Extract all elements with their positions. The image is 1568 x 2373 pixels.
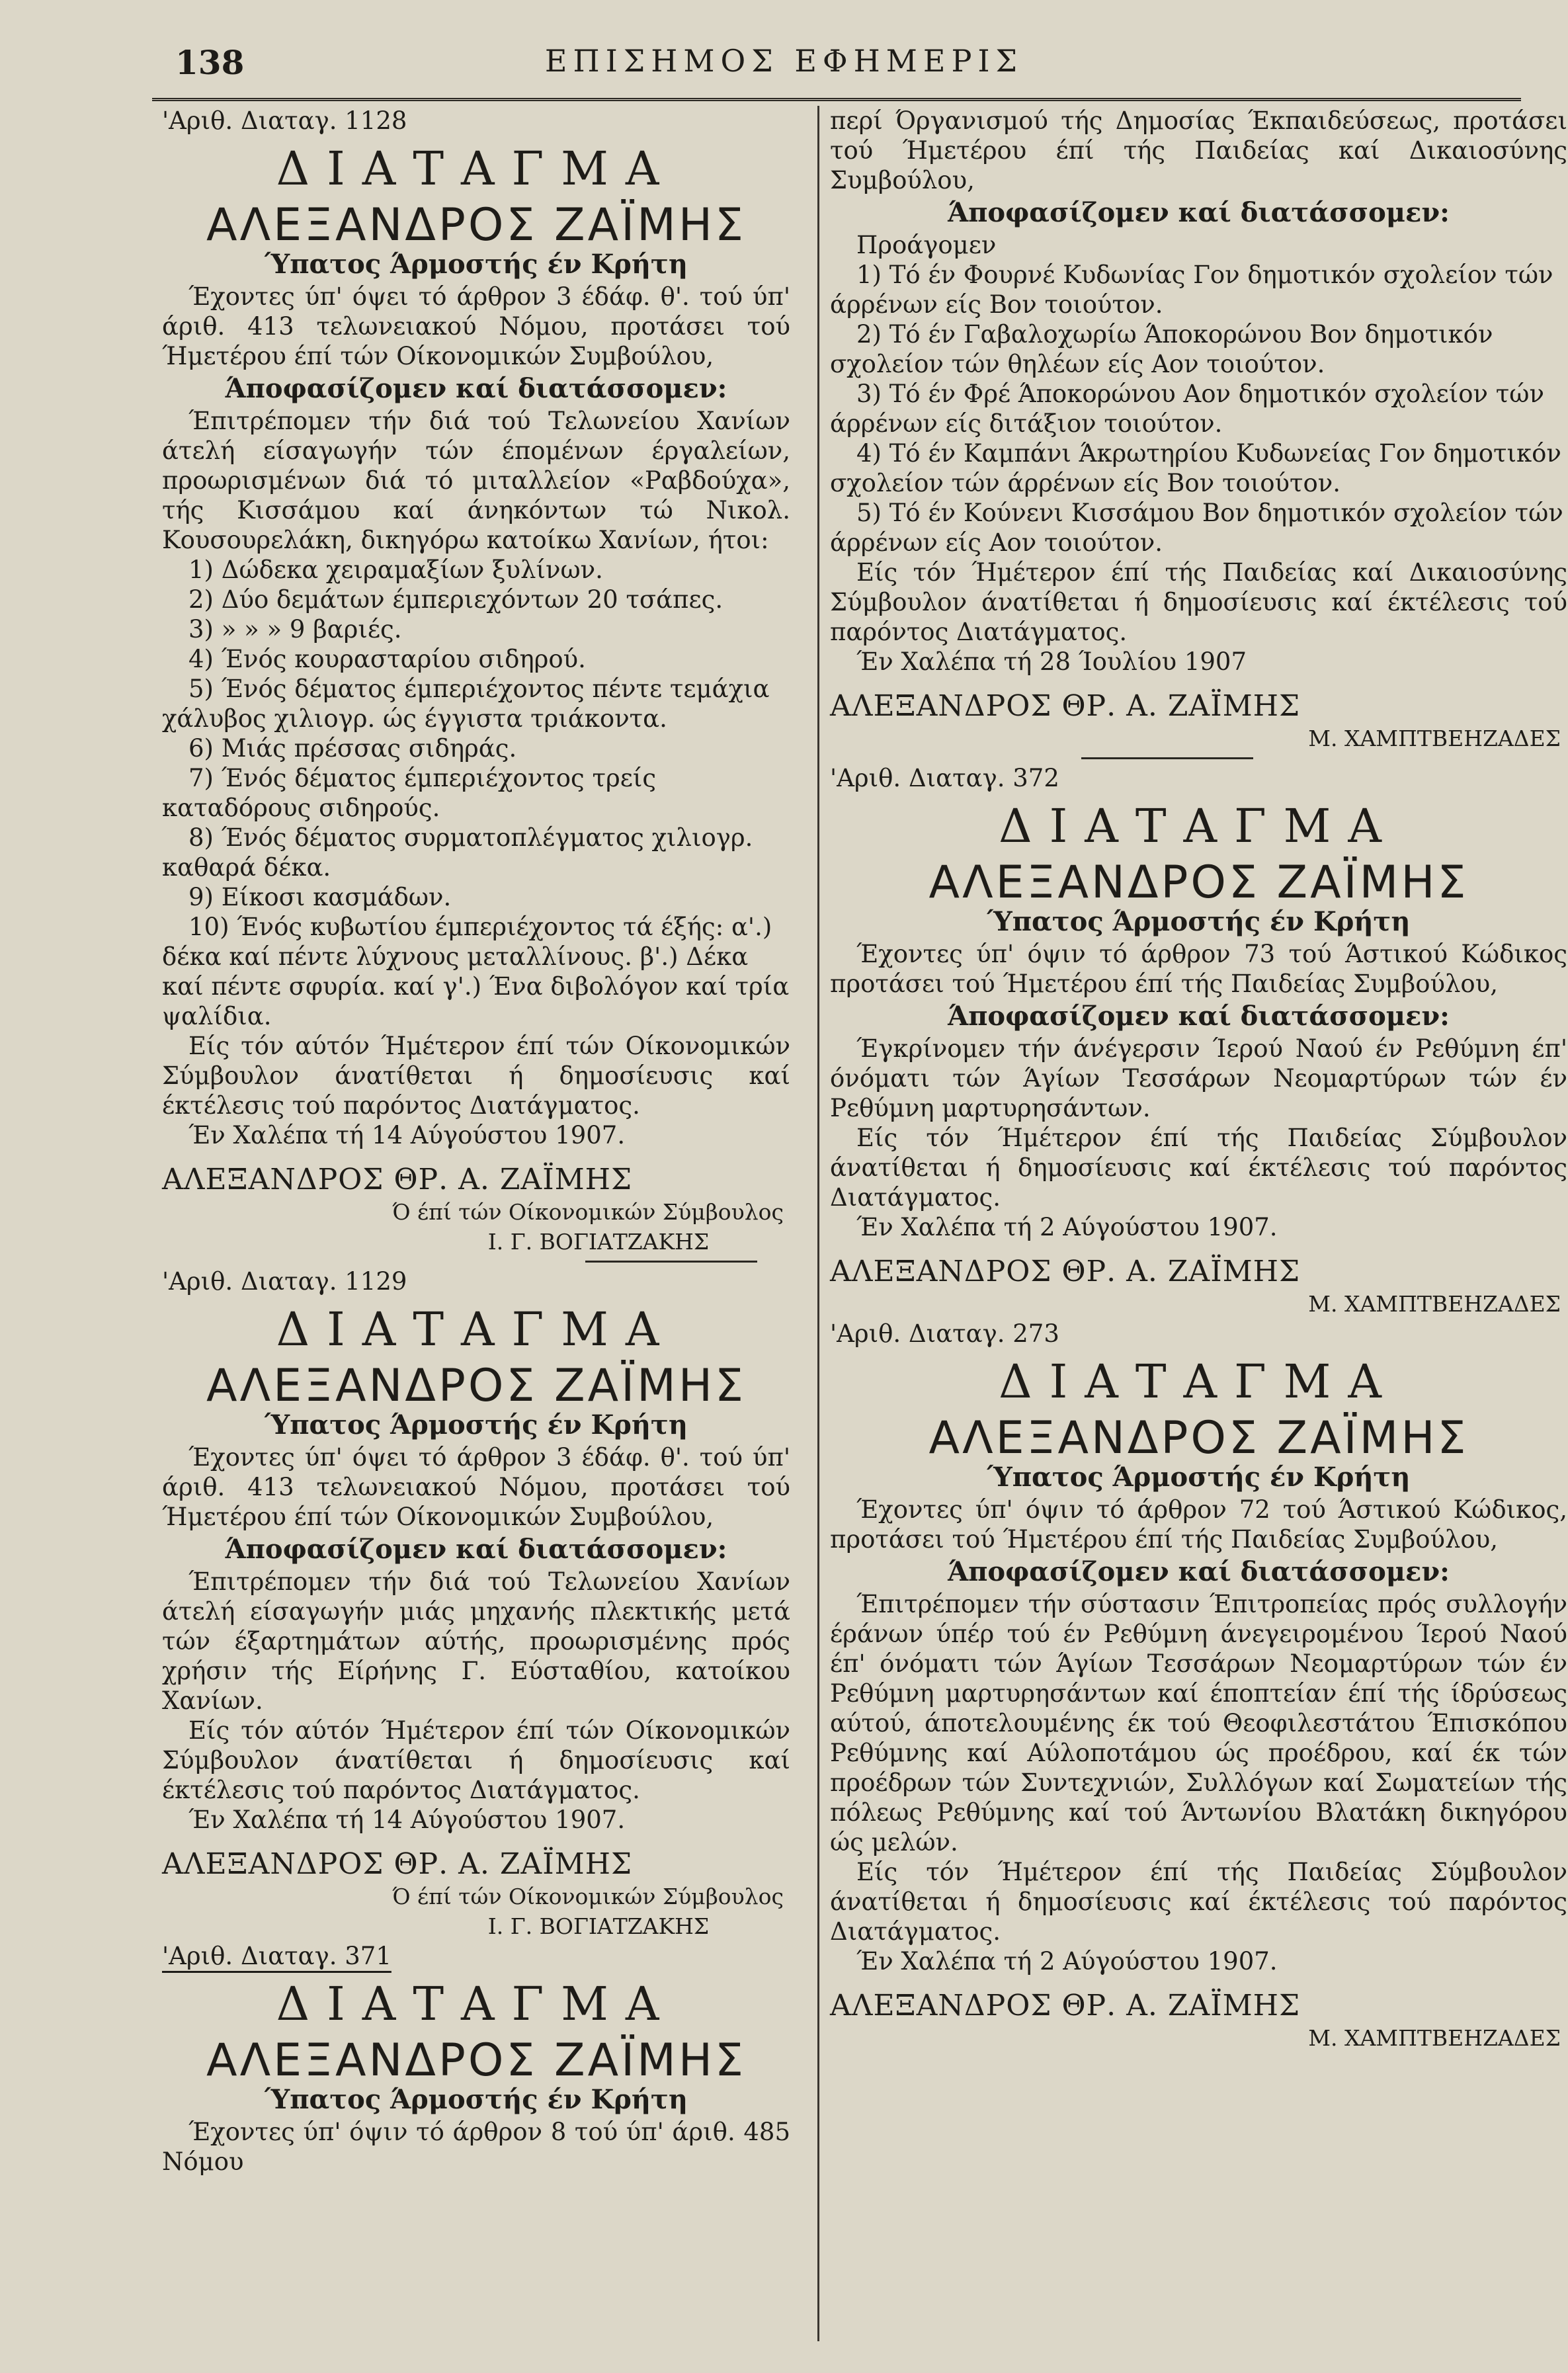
item-list	[162, 555, 790, 1031]
minister-name: ΑΛΕΞΑΝΔΡΟΣ ΖΑΪΜΗΣ	[206, 1360, 746, 1412]
list-item: 5) Τό έν Κούνενι Κισσάμου Βον δημοτικόν σχολείον τών άρρένων είς Αον τοιούτον.	[830, 499, 1563, 557]
separator-rule	[1081, 757, 1253, 759]
decree-date: Έν Χαλέπα τή 2 Αύγούστου 1907.	[856, 1213, 1278, 1241]
list-item: 6) Μιάς πρέσσας σιδηράς.	[188, 734, 517, 763]
office-title: Ύπατος Άρμοστής έν Κρήτη	[265, 1409, 688, 1440]
preamble-continued: περί Όργανισμού τής Δημοσίας Έκπαιδεύσεως, προτάσει τού Ήμετέρου έπί τής Παιδείας καί Δικαιοσύνης Συμβούλου,	[830, 106, 1567, 194]
decision-formula: Άποφασίζομεν καί διατάσσομεν:	[948, 197, 1450, 228]
office-title: Ύπατος Άρμοστής έν Κρήτη	[265, 2084, 688, 2115]
list-item: 4) Τό έν Καμπάνι Άκρωτηρίου Κυδωνείας Γον δημοτικόν σχολείον τών άρρένων είς Βον τοιούτον.	[830, 439, 1561, 497]
decree-heading: ΔΙΑΤΑΓΜΑ	[999, 799, 1399, 853]
list-item: 3) » » » 9 βαριές.	[188, 615, 402, 644]
decree-date: Έν Χαλέπα τή 14 Αύγούστου 1907.	[188, 1121, 626, 1149]
decree-371	[162, 1941, 790, 2177]
decree-body: Έπιτρέπομεν τήν διά τού Τελωνείου Χανίων άτελή είσαγωγήν μιάς μηχανής πλεκτικής μετά τών έξαρτημάτων αύτής, προωρισμένης πρός χρήσιν τής Είρήνης Γ. Εύσταθίου, κατοίκου Χανίων.	[162, 1567, 790, 1715]
closing-clause: Είς τόν Ήμέτερον έπί τής Παιδείας Σύμβουλον άνατίθεται ή δημοσίευσις καί έκτέλεσις τού παρόντος Διατάγματος.	[830, 1124, 1567, 1212]
decree-date: Έν Χαλέπα τή 2 Αύγούστου 1907.	[856, 1947, 1278, 1976]
countersign-role: Ό έπί τών Οίκονομικών Σύμβουλος	[392, 1199, 784, 1225]
signature: ΑΛΕΞΑΝΔΡΟΣ ΘΡ. Α. ΖΑΪΜΗΣ	[830, 1255, 1301, 1288]
decree-heading: ΔΙΑΤΑΓΜΑ	[999, 1354, 1399, 1409]
journal-title: ΕΠΙΣΗΜΟΣ ΕΦΗΜΕΡΙΣ	[544, 43, 1024, 79]
signature: ΑΛΕΞΑΝΔΡΟΣ ΘΡ. Α. ΖΑΪΜΗΣ	[162, 1163, 633, 1196]
closing-clause: Είς τόν αύτόν Ήμέτερον έπί τών Οίκονομικών Σύμβουλον άνατίθεται ή δημοσίευσις καί έκτέλεσις τού παρόντος Διατάγματος.	[162, 1716, 790, 1804]
countersign-name: Μ. ΧΑΜΠΤΒΕΗΖΑΔΕΣ	[1308, 1291, 1561, 1317]
list-item: 4) Ένός κουρασταρίου σιδηρού.	[188, 645, 586, 673]
minister-name: ΑΛΕΞΑΝΔΡΟΣ ΖΑΪΜΗΣ	[206, 2034, 746, 2087]
office-title: Ύπατος Άρμοστής έν Κρήτη	[987, 906, 1411, 937]
decree-heading: ΔΙΑΤΑΓΜΑ	[276, 1302, 677, 1356]
decree-1128	[162, 106, 790, 1263]
decree-ref: 'Αριθ. Διαταγ. 1128	[162, 106, 407, 135]
decree-heading: ΔΙΑΤΑΓΜΑ	[276, 1977, 677, 2031]
closing-clause: Είς τόν αύτόν Ήμέτερον έπί τών Οίκονομικών Σύμβουλον άνατίθεται ή δημοσίευσις καί έκτέλεσις τού παρόντος Διατάγματος.	[162, 1032, 790, 1120]
decree-372	[830, 763, 1567, 1319]
decree-body: Έπιτρέπομεν τήν διά τού Τελωνείου Χανίων άτελή είσαγωγήν τών έπομένων έργαλείων, προωρισμένων διά τό μιταλλείον «Ραβδούχα», τής Κισσάμου καί άνηκόντων τώ Νικολ. Κουσουρελάκη, δικηγόρω κατοίκω Χανίων, ήτοι:	[162, 407, 790, 554]
list-item: 8) Ένός δέματος συρματοπλέγματος χιλιογρ. καθαρά δέκα.	[162, 823, 753, 882]
list-item: 9) Είκοσι κασμάδων.	[188, 883, 452, 911]
decree-ref: 'Αριθ. Διαταγ. 372	[830, 764, 1059, 792]
countersign-role: Ό έπί τών Οίκονομικών Σύμβουλος	[392, 1884, 784, 1909]
list-item: 2) Τό έν Γαβαλοχωρίω Άποκορώνου Βον δημοτικόν σχολείον τών θηλέων είς Αον τοιούτον.	[830, 320, 1493, 378]
decree-date: Έν Χαλέπα τή 28 Ίουλίου 1907	[856, 647, 1247, 676]
closing-clause: Είς τόν Ήμέτερον έπί τής Παιδείας Σύμβουλον άνατίθεται ή δημοσίευσις καί έκτέλεσις τού παρόντος Διατάγματος.	[830, 1858, 1567, 1946]
countersign-name: Μ. ΧΑΜΠΤΒΕΗΖΑΔΕΣ	[1308, 2025, 1561, 2051]
closing-clause: Είς τόν Ήμέτερον έπί τής Παιδείας καί Δικαιοσύνης Σύμβουλον άνατίθεται ή δημοσίευσις καί έκτέλεσις τού παρόντος Διατάγματος.	[830, 558, 1567, 646]
countersign-name: Μ. ΧΑΜΠΤΒΕΗΖΑΔΕΣ	[1308, 726, 1561, 751]
preamble: Έχοντες ύπ' όψιν τό άρθρον 73 τού Άστικού Κώδικος προτάσει τού Ήμετέρου έπί τής Παιδείας Συμβούλου,	[830, 940, 1567, 998]
left-column	[162, 106, 790, 2177]
list-item: 7) Ένός δέματος έμπεριέχοντος τρείς καταδόρους σιδηρούς.	[162, 764, 657, 822]
decree-1129	[162, 1267, 790, 1941]
decree-body: Έγκρίνομεν τήν άνέγερσιν Ίερού Ναού έν Ρεθύμνη έπ' όνόματι τών Άγίων Τεσσάρων Νεομαρτύρων τών έν Ρεθύμνη μαρτυρησάντων.	[830, 1034, 1567, 1122]
item-list	[830, 260, 1567, 558]
preamble: Έχοντες ύπ' όψει τό άρθρον 3 έδάφ. θ'. τού ύπ' άριθ. 413 τελωνειακού Νόμου, προτάσει τού Ήμετέρου έπί τών Οίκονομικών Συμβούλου,	[162, 1443, 790, 1531]
signature: ΑΛΕΞΑΝΔΡΟΣ ΘΡ. Α. ΖΑΪΜΗΣ	[830, 1989, 1301, 2022]
decision-formula: Άποφασίζομεν καί διατάσσομεν:	[225, 373, 727, 404]
list-item: 1) Δώδεκα χειραμαξίων ξυλίνων.	[188, 556, 603, 584]
decision-formula: Άποφασίζομεν καί διατάσσομεν:	[225, 1534, 727, 1565]
list-item: 3) Τό έν Φρέ Άποκορώνου Αον δημοτικόν σχολείον τών άρρένων είς διτάξιον τοιούτον.	[830, 380, 1544, 438]
decree-ref: 'Αριθ. Διαταγ. 371	[162, 1942, 392, 1970]
preamble: Έχοντες ύπ' όψιν τό άρθρον 72 τού Άστικού Κώδικος, προτάσει τού Ήμετέρου έπί τής Παιδείας Συμβούλου,	[830, 1495, 1567, 1554]
decree-ref: 'Αριθ. Διαταγ. 1129	[162, 1267, 407, 1296]
countersign-name: Ι. Γ. ΒΟΓΙΑΤΖΑΚΗΣ	[487, 1913, 710, 1939]
signature: ΑΛΕΞΑΝΔΡΟΣ ΘΡ. Α. ΖΑΪΜΗΣ	[162, 1847, 633, 1881]
decree-ref: 'Αριθ. Διαταγ. 273	[830, 1319, 1059, 1348]
preamble: Έχοντες ύπ' όψει τό άρθρον 3 έδάφ. θ'. τού ύπ' άριθ. 413 τελωνειακού Νόμου, προτάσει τού Ήμετέρου έπί τών Οίκονομικών Συμβούλου,	[162, 282, 790, 370]
decree-heading: ΔΙΑΤΑΓΜΑ	[276, 142, 677, 196]
minister-name: ΑΛΕΞΑΝΔΡΟΣ ΖΑΪΜΗΣ	[206, 199, 746, 251]
office-title: Ύπατος Άρμοστής έν Κρήτη	[987, 1462, 1411, 1493]
right-column	[830, 106, 1567, 2053]
list-item: 1) Τό έν Φουρνέ Κυδωνίας Γον δημοτικόν σχολείον τών άρρένων είς Βον τοιούτον.	[830, 261, 1553, 319]
preamble: Έχοντες ύπ' όψιν τό άρθρον 8 τού ύπ' άριθ. 485 Νόμου	[162, 2118, 790, 2176]
list-item: 10) Ένός κυβωτίου έμπεριέχοντος τά έξής: α'.) δέκα καί πέντε λύχνους μεταλλίνους. β'.) Δέκα καί πέντε σφυρία. καί γ'.) Ένα διβολόγον καί τρία ψαλίδια.	[162, 913, 790, 1030]
signature: ΑΛΕΞΑΝΔΡΟΣ ΘΡ. Α. ΖΑΪΜΗΣ	[830, 689, 1301, 723]
list-item: 2) Δύο δεμάτων έμπεριεχόντων 20 τσάπες.	[188, 585, 723, 614]
list-item: 5) Ένός δέματος έμπεριέχοντος πέντε τεμάχια χάλυβος χιλιογρ. ώς έγγιστα τριάκοντα.	[162, 675, 770, 733]
minister-name: ΑΛΕΞΑΝΔΡΟΣ ΖΑΪΜΗΣ	[928, 856, 1469, 909]
decree-date: Έν Χαλέπα τή 14 Αύγούστου 1907.	[188, 1806, 626, 1834]
decree-body: Έπιτρέπομεν τήν σύστασιν Έπιτροπείας πρός συλλογήν έράνων ύπέρ τού έν Ρεθύμνη άνεγειρομένου Ίερού Ναού έπ' όνόματι τών Άγίων Τεσσάρων Νεομαρτύρων τών έν Ρεθύμνη μαρτυρησάντων καί έποπτείαν έπί τής ίδρύσεως αύτού, άποτελουμένης έκ τού Θεοφιλεστάτου Έπισκόπου Ρεθύμνης καί Αύλοποτάμου ώς προέδρου, καί έκ τών προέδρων τών Συντεχνιών, Συλλόγων καί Σωματείων τής πόλεως Ρεθύμνης καί τού Άντωνίου Βλατάκη δικηγόρου ώς μελών.	[830, 1590, 1567, 1856]
office-title: Ύπατος Άρμοστής έν Κρήτη	[265, 249, 688, 280]
column-divider	[817, 106, 819, 2341]
countersign-name: Ι. Γ. ΒΟΓΙΑΤΖΑΚΗΣ	[487, 1229, 710, 1255]
decree-273	[830, 1319, 1567, 2053]
running-head	[0, 36, 1568, 89]
separator-rule	[585, 1261, 757, 1263]
decision-formula: Άποφασίζομεν καί διατάσσομεν:	[948, 1001, 1450, 1032]
decree-intro: Προάγομεν	[856, 231, 997, 259]
decree-371-continued	[830, 106, 1567, 759]
page-number: 138	[175, 43, 245, 82]
decision-formula: Άποφασίζομεν καί διατάσσομεν:	[948, 1556, 1450, 1587]
minister-name: ΑΛΕΞΑΝΔΡΟΣ ΖΑΪΜΗΣ	[928, 1412, 1469, 1464]
